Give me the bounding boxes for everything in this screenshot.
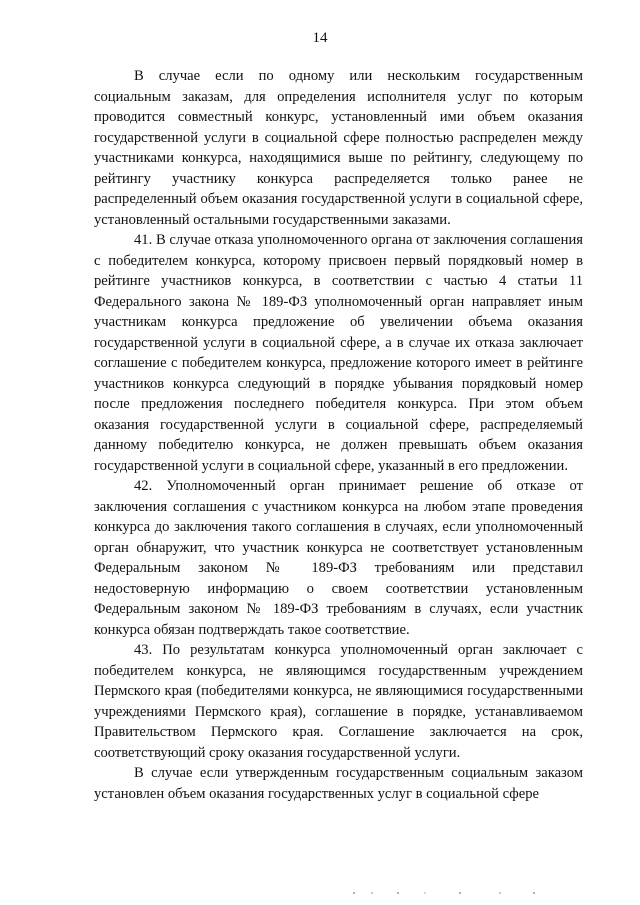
document-body xyxy=(94,66,583,804)
paragraph-continuation: В случае если по одному или нескольким государственным социальным заказам, для определения исполнителя услуг по которым проводится совместный конкурс, установленный ими объем оказания государственной услуги в социальной сфере полностью распределен между участниками конкурса, находящимися выше по рейтингу, следующему по рейтингу участнику конкурса распределяется только ранее не распределенный объем оказания государственной услуги в социальной сфере, установленный остальными государственными заказами. xyxy=(94,68,583,228)
paragraph-43: 43. По результатам конкурса уполномоченный орган заключает с победителем конкурса, не являющимся государственным учреждением Пермского края (победителями конкурса, не являющимися государственными учреждениями Пермского края), соглашение в порядке, устанавливаемом Правительством Пермского края. Соглашение заключается на срок, соответствующий сроку оказания государственной услуги. xyxy=(94,642,583,761)
paragraph-social-order: В случае если утвержденным государственным социальным заказом установлен объем оказания государственных услуг в социальной сфере xyxy=(94,765,583,802)
paragraph-42: 42. Уполномоченный орган принимает решение об отказе от заключения соглашения с участником конкурса на любом этапе проведения конкурса до заключения такого соглашения в случаях, если уполномоченный орган обнаружит, что участник конкурса не соответствует установленным Федеральным законом № 189-ФЗ требованиям или представил недостоверную информацию о своем соответствии установленным Федеральным законом № 189-ФЗ требованиям в случаях, если участник конкурса обязан подтверждать такое соответствие. xyxy=(94,478,583,638)
scan-artifact xyxy=(350,890,540,896)
page-number: 14 xyxy=(312,30,328,46)
paragraph-41: 41. В случае отказа уполномоченного органа от заключения соглашения с победителем конкурса, которому присвоен первый порядковый номер в рейтинге участников конкурса, в соответствии с частью 4 статьи 11 Федерального закона № 189-ФЗ уполномоченный орган направляет иным участникам конкурса предложение об увеличении объема оказания государственной услуги в социальной сфере, а в случае их отказа заключает соглашение с победителем конкурса, предложение которого имеет в рейтинге участников конкурса следующий в порядке убывания порядковый номер после предложения последнего победителя конкурса. При этом объем оказания государственной услуги в социальной сфере, распределяемый данному победителю конкурса, не должен превышать объем оказания государственной услуги в социальной сфере, указанный в его предложении. xyxy=(94,232,583,474)
